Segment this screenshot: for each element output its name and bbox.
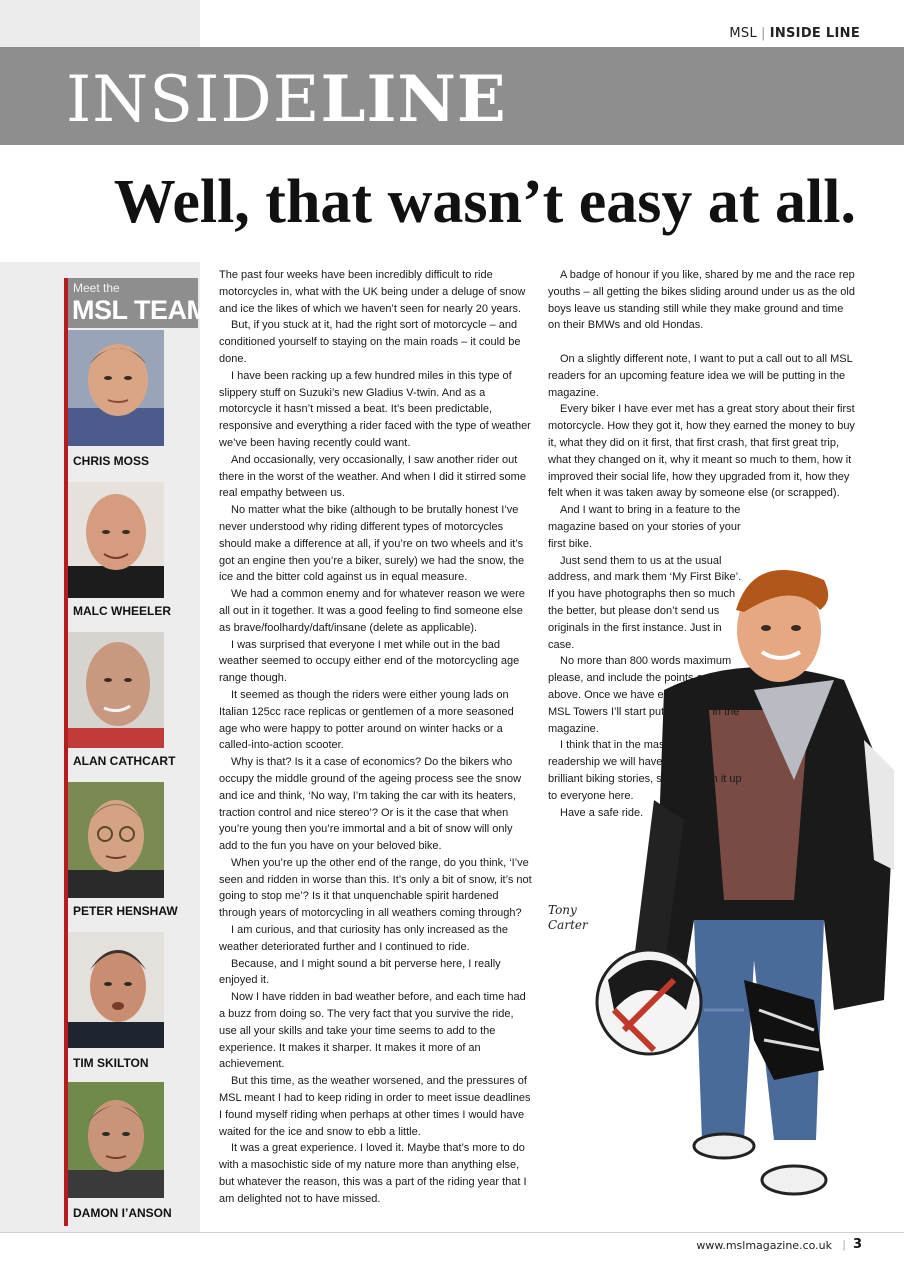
banner-title	[66, 62, 507, 137]
portrait-photo	[68, 782, 164, 898]
banner-title-light: INSIDE	[66, 63, 321, 137]
paragraph: Have a safe ride.	[560, 806, 644, 819]
team-member-malc-wheeler	[68, 482, 171, 618]
paragraph: A badge of honour if you like, shared by me and the race rep youths – all getting the bikes sliding around under us as the old boys leave us standing still while they make ground and time on their BMWs and old Hondas.	[548, 269, 855, 332]
paragraph: It seemed as though the riders were either young lads on Italian 125cc race replicas or gentlemen of a more seasoned age who were happy to potter around on winter hacks or a called-into-action scooter.	[219, 688, 514, 752]
narrow-text-block	[548, 502, 748, 821]
footer-url: www.mslmagazine.co.uk	[696, 1239, 832, 1252]
author-signature	[548, 903, 588, 933]
portrait-photo	[68, 482, 164, 598]
portrait-photo	[68, 330, 164, 446]
team-member-damon-ianson	[68, 1082, 172, 1220]
article-column-1	[219, 267, 533, 1208]
paragraph: Now I have ridden in bad weather before, and each time had a buzz from doing so. The very fact that you survive the ride, use all your skills and take your time seems to add to the experience. It makes it sharper. It makes it more of an achievement.	[219, 991, 526, 1071]
footer-rule	[0, 1232, 904, 1233]
team-member-name: TIM SKILTON	[73, 1056, 149, 1070]
team-heading-title: MSL TEAM	[72, 295, 209, 325]
paragraph: When you’re up the other end of the range, do you think, ‘I’ve seen and ridden in worse than this. It’s only a bit of snow, it’s not going to stop me’? Is it that unquenchable spirit hardened through years of motorcycling in all weathers coming through?	[219, 856, 532, 920]
team-member-name: PETER HENSHAW	[73, 904, 178, 918]
paragraph: I am curious, and that curiosity has only increased as the weather deteriorated further and I continued to ride.	[219, 924, 508, 953]
signature-first-name: Tony	[548, 903, 577, 917]
portrait-photo	[68, 1082, 164, 1198]
team-member-name: DAMON I’ANSON	[73, 1206, 172, 1220]
team-heading-meet: Meet the	[73, 281, 120, 295]
paragraph: Just send them to us at the usual address, and mark them ‘My First Bike’. If you have photographs then so much the better, but please don’t send us originals in the first instance. Just in case.	[548, 554, 742, 651]
portrait-photo	[68, 632, 164, 748]
paragraph: Because, and I might sound a bit perverse here, I really enjoyed it.	[219, 957, 501, 987]
paragraph: I was surprised that everyone I met while out in the bad weather seemed to occupy either end of the motorcycling age range though.	[219, 638, 520, 685]
paragraph: It was a great experience. I loved it. Maybe that’s more to do with a masochistic side of my nature more than anything else, but whatever the reason, this was a part of the riding year that I am delighted not to have missed.	[219, 1142, 527, 1205]
running-header	[729, 26, 860, 41]
paragraph: On a slightly different note, I want to put a call out to all MSL readers for an upcoming feature idea we will be putting in the magazine.	[548, 352, 853, 399]
paragraph: But this time, as the weather worsened, and the pressures of MSL meant I had to keep riding in order to meet issue deadlines I found myself riding when perhaps at other times I would have waited for the ice and snow to ebb a little.	[219, 1075, 531, 1138]
article-headline: Well, that wasn’t easy at all.	[113, 168, 856, 236]
footer-divider: |	[842, 1238, 846, 1251]
signature-last-name: Carter	[548, 918, 588, 932]
team-member-tim-skilton	[68, 932, 164, 1070]
page-number: 3	[852, 1237, 862, 1252]
team-member-name: MALC WHEELER	[73, 604, 171, 618]
paragraph: And occasionally, very occasionally, I saw another rider out there in the worst of the weather. And when I did it stirred some real empathy between us.	[219, 453, 526, 500]
team-member-peter-henshaw	[68, 782, 178, 918]
paragraph: And I want to bring in a feature to the magazine based on your stories of your first bike.	[548, 504, 741, 550]
paragraph: I think that in the massive MSL readership we will have a mine of brilliant biking stories, so let’s open it up to everyone here.	[548, 739, 742, 802]
paragraph: We had a common enemy and for whatever reason we were all out in it together. It was a good feeling to find someone else as brave/foolhardy/daft/insane (delete as applicable).	[219, 588, 525, 634]
paragraph: I have been racking up a few hundred miles in this type of slippery stuff on Suzuki’s new Gladius V-twin. And as a motorcycle it hasn’t missed a beat. It’s been predictable, responsive and everything a rider faced with the type of weather we’ve been having recently could want.	[219, 369, 531, 449]
corner-shade	[0, 0, 200, 47]
article-column-2	[548, 267, 856, 821]
paragraph: Why is that? Is it a case of economics? Do the bikers who occupy the middle ground of the ageing process see the snow and ice and think, ‘No way, I’m taking the car with its heaters, traction control and nice stereo’? Or is it the case that when you’re young then you’re immortal and a bit of snow will only add to the fun you have on your beloved bike.	[219, 756, 522, 853]
paragraph: But, if you stuck at it, had the right sort of motorcycle – and conditioned yourself to staying on the main roads – it could be done.	[219, 319, 521, 365]
paragraph: No matter what the bike (although to be brutally honest I’ve never understood why riding different types of motorcycles should make a difference at all, if you’re on two wheels and it’s got an engine then you’re a biker, surely) we had the snow, the ice and the bitter cold against us in equal measure.	[219, 504, 525, 584]
header-divider: |	[761, 26, 766, 41]
paragraph: No more than 800 words maximum please, and include the points outlined above. Once we have enough here at MSL Towers I’ll start putting them in the magazine.	[548, 655, 740, 735]
team-member-name: CHRIS MOSS	[73, 454, 150, 468]
paragraph: The past four weeks have been incredibly difficult to ride motorcycles in, what with the UK being under a deluge of snow and ice the likes of which we haven’t seen for nearly 20 years.	[219, 269, 526, 315]
team-member-name: ALAN CATHCART	[73, 754, 176, 768]
banner-title-bold: LINE	[320, 62, 507, 137]
header-section: INSIDE LINE	[769, 26, 860, 41]
team-member-alan-cathcart	[68, 632, 176, 768]
paragraph: Every biker I have ever met has a great story about their first motorcycle. How they got it, how they earned the money to buy it, what they did on it first, that first crash, that first great trip, what they changed on it, why it meant so much to them, how it improved their social life, how they upgraded from it, how they felt when it was taken away by someone else (or scrapped).	[548, 403, 855, 500]
header-brand: MSL	[729, 26, 758, 41]
team-member-chris-moss	[68, 330, 164, 468]
portrait-photo	[68, 932, 164, 1048]
